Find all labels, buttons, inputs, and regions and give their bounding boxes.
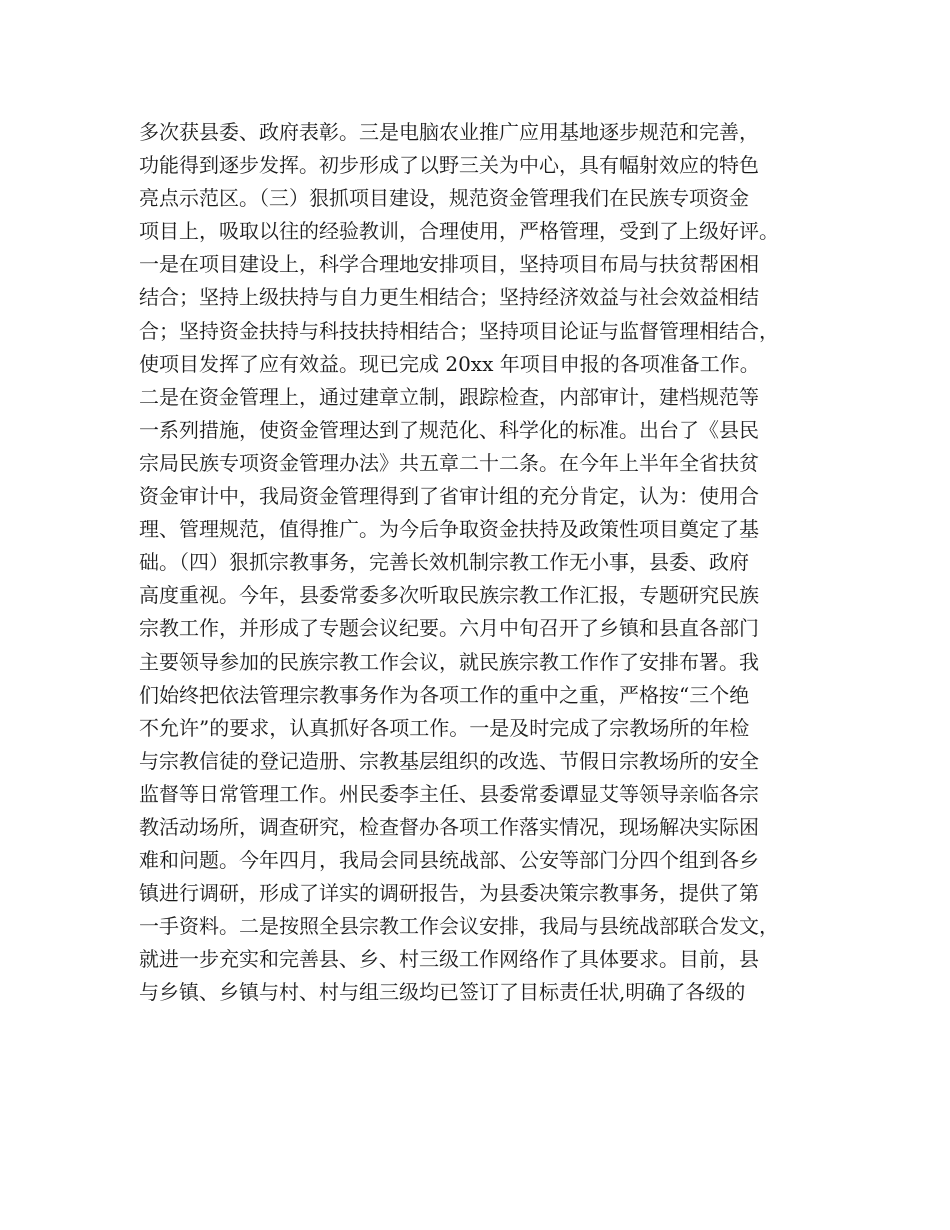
text-line: 主要领导参加的民族宗教工作会议，就民族宗教工作作了安排布署。我	[139, 649, 759, 674]
text-line: 们始终把依法管理宗教事务作为各项工作的重中之重，严格按“三个绝	[139, 682, 750, 707]
text-line: 一手资料。二是按照全县宗教工作会议安排，我局与县统战部联合发文，	[139, 914, 779, 939]
text-line: 与宗教信徒的登记造册、宗教基层组织的改选、节假日宗教场所的安全	[139, 748, 759, 773]
text-line: 础。（四）狠抓宗教事务，完善长效机制宗教工作无小事，县委、政府	[139, 550, 749, 575]
text-line: 教活动场所，调查研究，检查督办各项工作落实情况，现场解决实际困	[139, 814, 759, 839]
text-line: 二是在资金管理上，通过建章立制，跟踪检查，内部审计，建档规范等	[139, 384, 759, 409]
text-line: 资金审计中，我局资金管理得到了省审计组的充分肯定，认为：使用合	[139, 484, 759, 509]
text-line: 镇进行调研，形成了详实的调研报告，为县委决策宗教事务，提供了第	[139, 881, 759, 906]
text-line: 一系列措施，使资金管理达到了规范化、科学化的标准。出台了《县民	[139, 417, 759, 442]
text-line: 功能得到逐步发挥。初步形成了以野三关为中心，具有幅射效应的特色	[139, 153, 759, 178]
text-line: 亮点示范区。（三）狠抓项目建设，规范资金管理我们在民族专项资金	[139, 186, 749, 211]
text-line: 宗局民族专项资金管理办法》共五章二十二条。在今年上半年全省扶贫	[139, 450, 759, 475]
text-line: 理、管理规范，值得推广。为今后争取资金扶持及政策性项目奠定了基	[139, 517, 759, 542]
text-line: 宗教工作，并形成了专题会议纪要。六月中旬召开了乡镇和县直各部门	[139, 616, 759, 641]
body-text	[139, 116, 829, 1010]
text-line: 不允许”的要求，认真抓好各项工作。一是及时完成了宗教场所的年检	[139, 715, 750, 740]
text-line: 项目上，吸取以往的经验教训，合理使用，严格管理，受到了上级好评。	[139, 219, 779, 244]
text-line: 难和问题。今年四月，我局会同县统战部、公安等部门分四个组到各乡	[139, 848, 759, 873]
text-line: 与乡镇、乡镇与村、村与组三级均已签订了目标责任状,明确了各级的	[139, 980, 746, 1005]
text-line: 就进一步充实和完善县、乡、村三级工作网络作了具体要求。目前，县	[139, 947, 759, 972]
text-line: 多次获县委、政府表彰。三是电脑农业推广应用基地逐步规范和完善，	[139, 120, 759, 144]
text-line: 使项目发挥了应有效益。现已完成 20xx 年项目申报的各项准备工作。	[139, 351, 760, 376]
text-line: 一是在项目建设上，科学合理地安排项目，坚持项目布局与扶贫帮困相	[139, 252, 759, 277]
text-line: 合；坚持资金扶持与科技扶持相结合；坚持项目论证与监督管理相结合，	[139, 318, 779, 343]
text-line: 高度重视。今年，县委常委多次听取民族宗教工作汇报，专题研究民族	[139, 583, 759, 608]
text-line: 监督等日常管理工作。州民委李主任、县委常委谭显艾等领导亲临各宗	[139, 781, 759, 806]
text-line: 结合；坚持上级扶持与自力更生相结合；坚持经济效益与社会效益相结	[139, 285, 759, 310]
